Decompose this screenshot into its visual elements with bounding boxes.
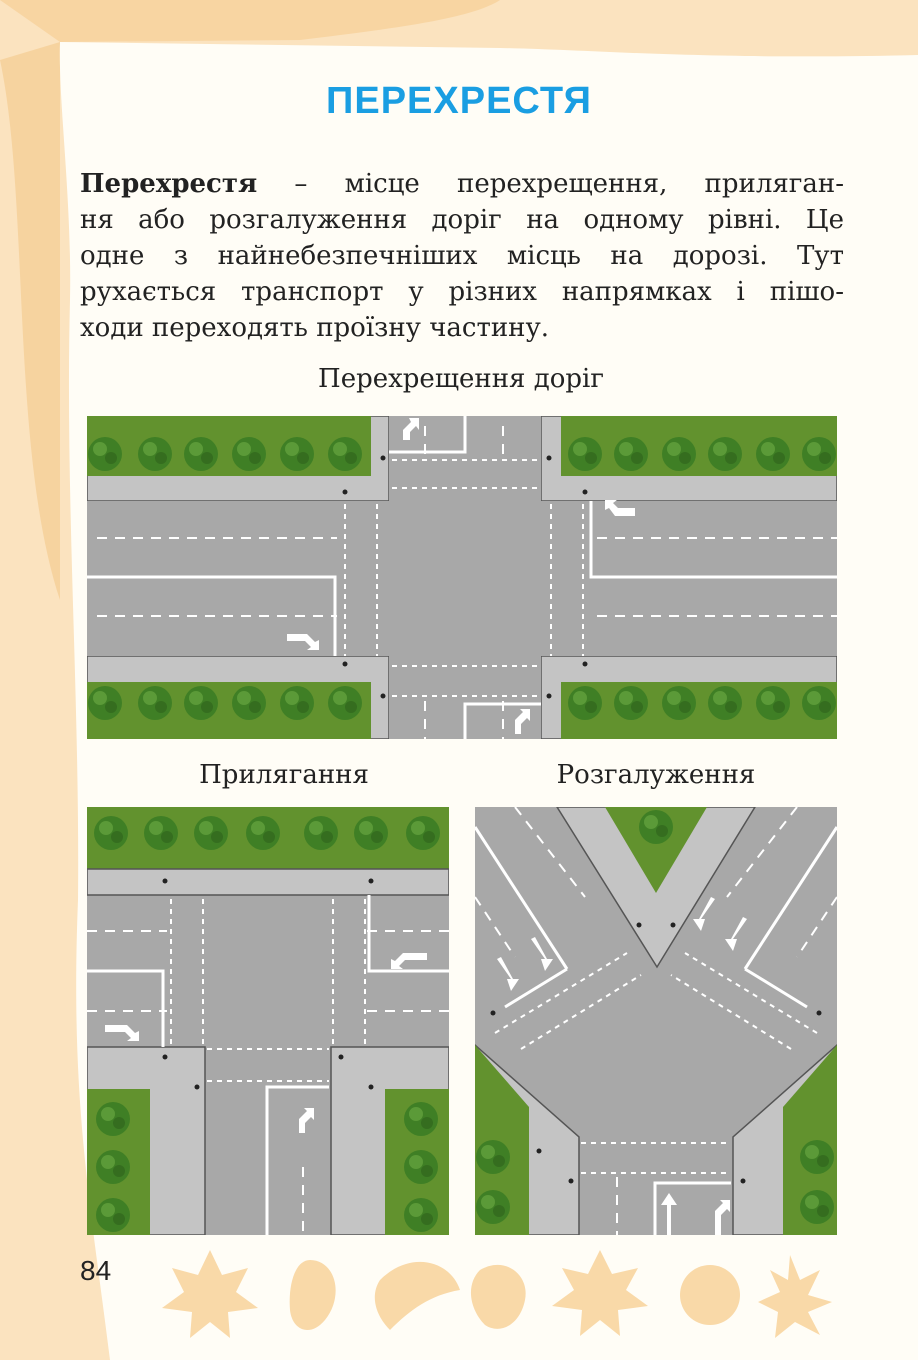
branching-caption: Розгалуження [556, 760, 756, 790]
para-line-3: одне з найнебезпечніших місць на дорозі. Тут [80, 241, 844, 271]
para-line-4: рухається транспорт у різних напрямках і пішо- [80, 277, 844, 307]
definition-paragraph [80, 166, 844, 346]
para-line-2: ня або розгалуження доріг на одному рівні. Це [80, 205, 844, 235]
crossing-caption: Перехрещення доріг [318, 364, 604, 394]
adjoining-diagram [87, 807, 449, 1235]
page-title: ПЕРЕХРЕСТЯ [326, 80, 592, 122]
term-bold: Перехрестя [80, 169, 258, 199]
adjoining-caption: Прилягання [199, 760, 369, 790]
decorative-leaves-icon [160, 1240, 860, 1350]
crossing-diagram [87, 416, 837, 739]
para-line-5: ходи переходять проїзну частину. [80, 313, 550, 343]
para-line-1: – місце перехрещення, приляган- [257, 169, 844, 199]
page-number: 84 [80, 1255, 112, 1286]
branching-diagram [475, 807, 837, 1235]
